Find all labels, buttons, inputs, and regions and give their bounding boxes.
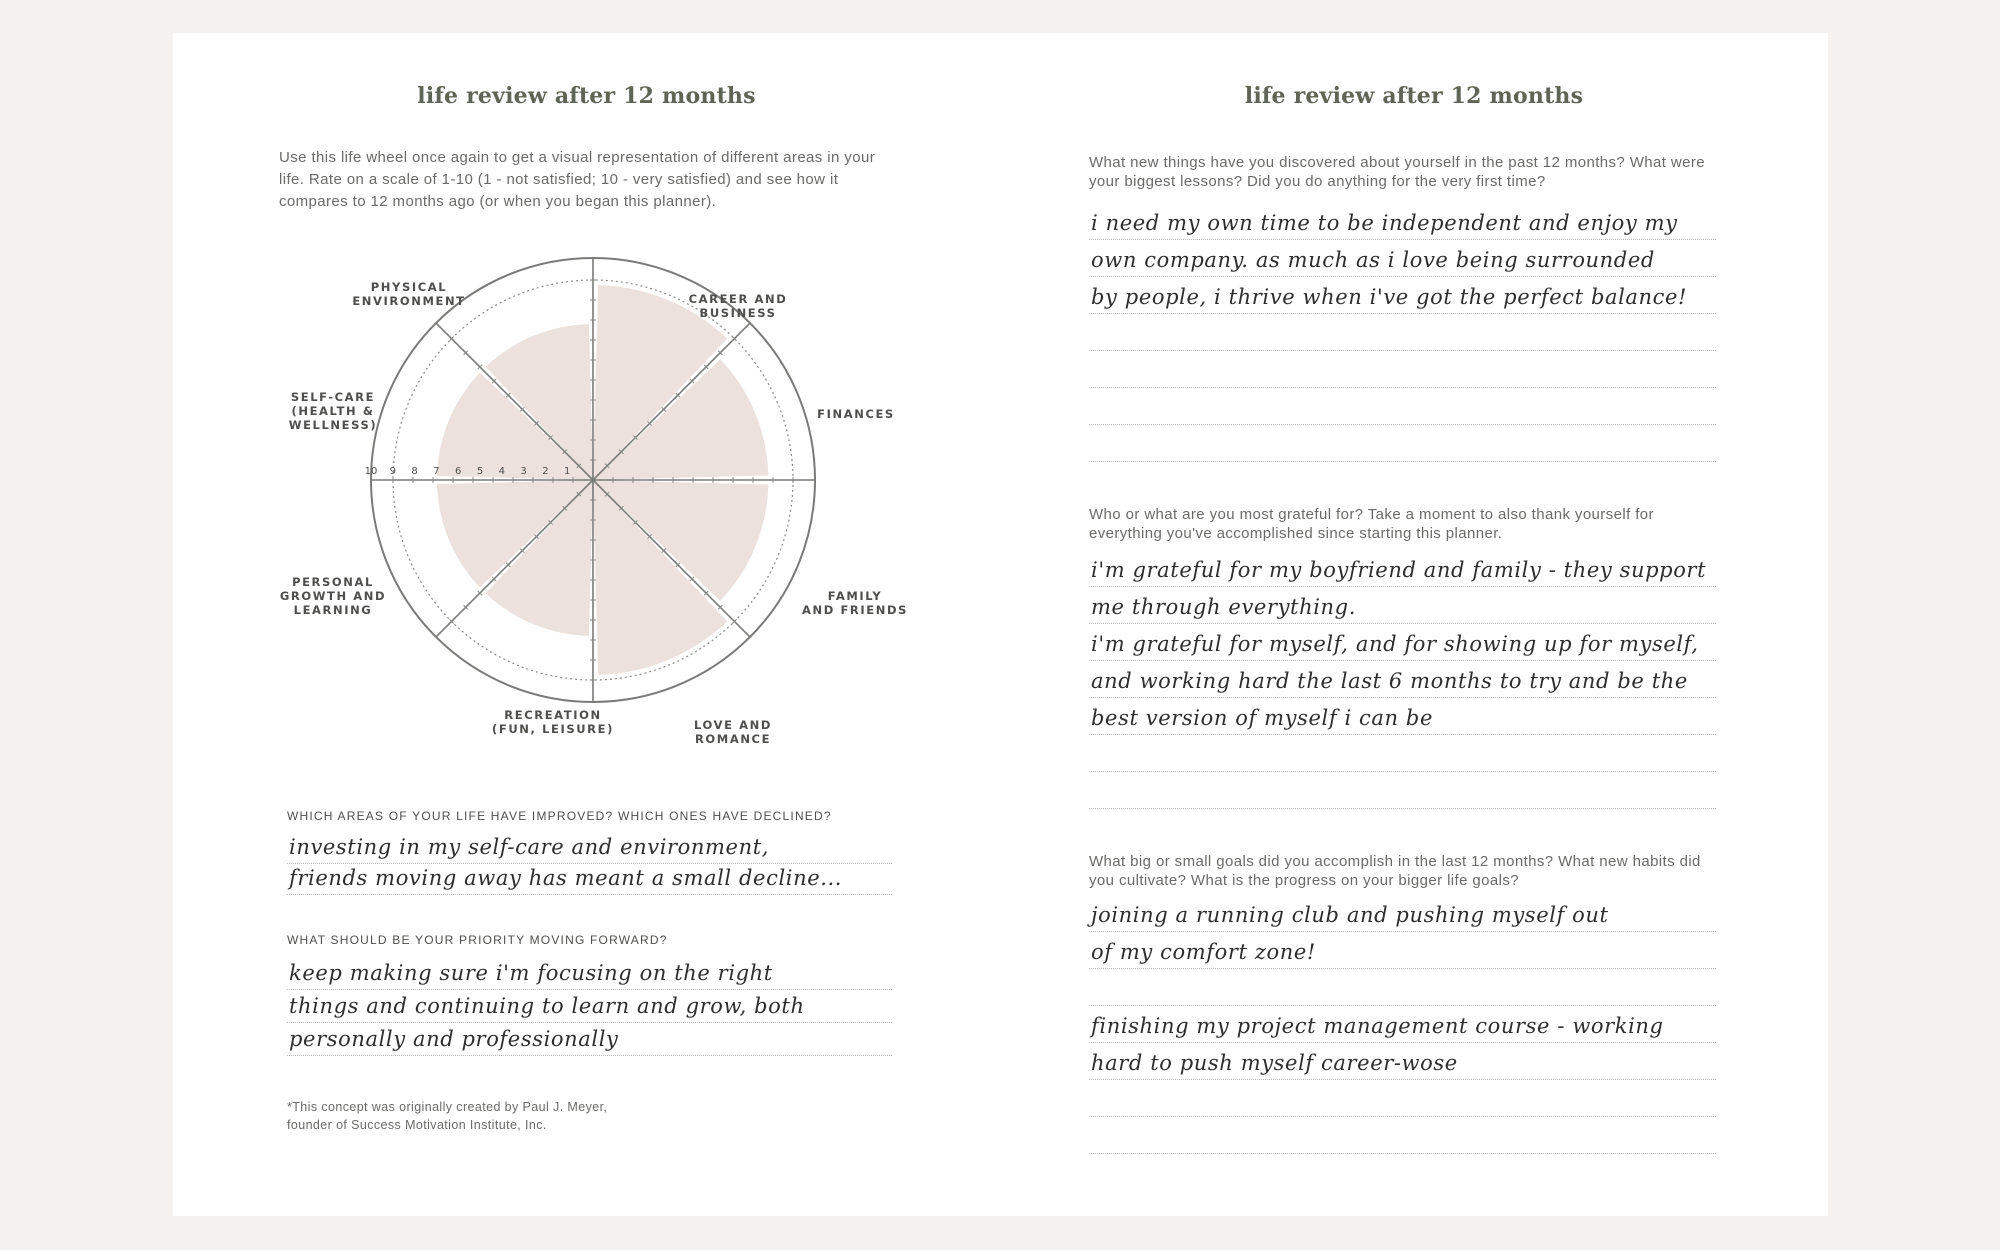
handwritten-answer: own company. as much as i love being surrounded (1091, 248, 1655, 272)
page-title: life review after 12 months (1244, 83, 1584, 109)
handwritten-answer: and working hard the last 6 months to try and be the (1091, 669, 1688, 693)
writing-line (1089, 698, 1716, 735)
wheel-area-label-line: RECREATION (504, 708, 602, 722)
scale-tick-label: 8 (411, 466, 418, 477)
wheel-area-label (492, 708, 614, 736)
writing-line (1089, 932, 1716, 969)
handwritten-answer: i need my own time to be independent and enjoy my (1091, 211, 1678, 235)
handwritten-answer: personally and professionally (289, 1027, 619, 1051)
wheel-area-label-line: LEARNING (293, 603, 373, 617)
writing-line (1089, 203, 1716, 240)
scale-tick-label: 5 (476, 466, 484, 477)
writing-line (1089, 240, 1716, 277)
writing-line (1089, 388, 1716, 425)
wheel-area-label-line: SELF-CARE (290, 390, 376, 404)
handwritten-answer: finishing my project management course - working (1091, 1014, 1664, 1038)
writing-line (1089, 587, 1716, 624)
writing-line (1089, 772, 1716, 809)
writing-line (287, 958, 892, 990)
handwritten-answer: investing in my self-care and environment, (289, 835, 770, 859)
wheel-area-label-line: CAREER AND (688, 292, 788, 306)
wheel-area-label-line: (HEALTH & (291, 404, 375, 418)
writing-line (1089, 1117, 1716, 1154)
handwritten-answer: i'm grateful for my boyfriend and family - they support (1091, 558, 1707, 582)
wheel-area-label-line: GROWTH AND (279, 589, 387, 603)
right-page (1000, 33, 1828, 1216)
left-page (173, 33, 1000, 1216)
answer-priority (287, 958, 892, 1056)
writing-line (1089, 735, 1716, 772)
writing-line (1089, 277, 1716, 314)
writing-line (1089, 661, 1716, 698)
wheel-area-label-line: WELLNESS) (288, 418, 378, 432)
handwritten-answer: of my comfort zone! (1091, 940, 1316, 964)
scale-tick-label: 9 (389, 466, 396, 477)
wheel-area-label (289, 390, 377, 432)
scale-tick-label: 4 (498, 466, 505, 477)
writing-line (1089, 624, 1716, 661)
answer-discoveries (1089, 203, 1716, 462)
scale-tick-label: 3 (520, 466, 527, 477)
wheel-area-label-line: LOVE AND (693, 718, 773, 732)
handwritten-answer: friends moving away has meant a small decline... (289, 866, 843, 890)
wheel-area-label-line: BUSINESS (699, 306, 777, 320)
footnote-line: *This concept was originally created by Paul J. Meyer, (287, 1100, 608, 1114)
handwritten-answer: keep making sure i'm focusing on the right (289, 961, 773, 985)
answer-goals (1089, 895, 1716, 1154)
footnote (287, 1098, 607, 1134)
writing-line (287, 1023, 892, 1056)
writing-line (287, 833, 892, 864)
scale-tick-label: 1 (564, 466, 571, 477)
writing-line (1089, 314, 1716, 351)
answer-gratitude (1089, 550, 1716, 809)
handwritten-answer: things and continuing to learn and grow, both (289, 994, 805, 1018)
handwritten-answer: by people, i thrive when i've got the perfect balance! (1091, 285, 1688, 309)
footnote-line: founder of Success Motivation Institute, Inc. (287, 1118, 547, 1132)
prompt-discoveries: What new things have you discovered about yourself in the past 12 months? What were your biggest lessons? Did you do anything for the very first time? (1089, 154, 1706, 190)
writing-line (287, 864, 892, 895)
wheel-area-label (817, 407, 895, 421)
writing-line (1089, 895, 1716, 932)
wheel-area-label-line: ENVIRONMENT (352, 294, 466, 308)
handwritten-answer: hard to push myself career-wose (1091, 1051, 1458, 1075)
wheel-area-label-line: FAMILY (827, 589, 883, 603)
wheel-area-label-line: ROMANCE (694, 732, 772, 746)
wheel-area-label-line: (FUN, LEISURE) (492, 722, 614, 736)
writing-line (287, 990, 892, 1023)
scale-tick-label: 10 (364, 466, 378, 477)
scale-tick-label: 7 (433, 466, 440, 477)
wheel-area-label (280, 575, 386, 617)
planner-spread (173, 33, 1828, 1216)
scale-tick-label: 2 (542, 466, 549, 477)
writing-line (1089, 550, 1716, 587)
question-priority: WHAT SHOULD BE YOUR PRIORITY MOVING FORWARD? (287, 933, 668, 947)
wheel-area-label-line: PERSONAL (292, 575, 374, 589)
wheel-area-label (689, 292, 788, 320)
writing-line (1089, 1080, 1716, 1117)
wheel-area-label-line: AND FRIENDS (802, 603, 908, 617)
wheel-area-label (694, 718, 772, 746)
writing-line (1089, 351, 1716, 388)
wheel-area-label (802, 589, 908, 617)
handwritten-answer: me through everything. (1091, 595, 1356, 619)
wheel-area-label (352, 280, 465, 308)
scale-tick-label: 6 (455, 466, 462, 477)
wheel-area-label-line: FINANCES (817, 407, 895, 421)
question-improved-declined: WHICH AREAS OF YOUR LIFE HAVE IMPROVED? WHICH ONES HAVE DECLINED? (287, 809, 832, 823)
prompt-goals: What big or small goals did you accomplish in the last 12 months? What new habits did you cultivate? What is the progress on your bigger life goals? (1089, 853, 1701, 889)
handwritten-answer: i'm grateful for myself, and for showing up for myself, (1091, 632, 1699, 656)
handwritten-answer: joining a running club and pushing myself out (1091, 903, 1609, 927)
writing-line (1089, 425, 1716, 462)
answer-improved-declined (287, 833, 892, 895)
handwritten-answer: best version of myself i can be (1091, 706, 1434, 730)
life-wheel (173, 33, 1000, 753)
intro-text: Use this life wheel once again to get a visual representation of different areas in your life. Rate on a scale of 1-10 (1 - not satisfied; 10 - very satisfied) and see how it compares to 12 months ago (or when you began this planner). (279, 149, 876, 210)
page-title: life review after 12 months (417, 83, 756, 109)
writing-line (1089, 969, 1716, 1006)
writing-line (1089, 1043, 1716, 1080)
prompt-gratitude: Who or what are you most grateful for? Take a moment to also thank yourself for everything you've accomplished since starting this planner. (1089, 506, 1654, 542)
writing-line (1089, 1006, 1716, 1043)
wheel-area-label-line: PHYSICAL (370, 280, 448, 294)
